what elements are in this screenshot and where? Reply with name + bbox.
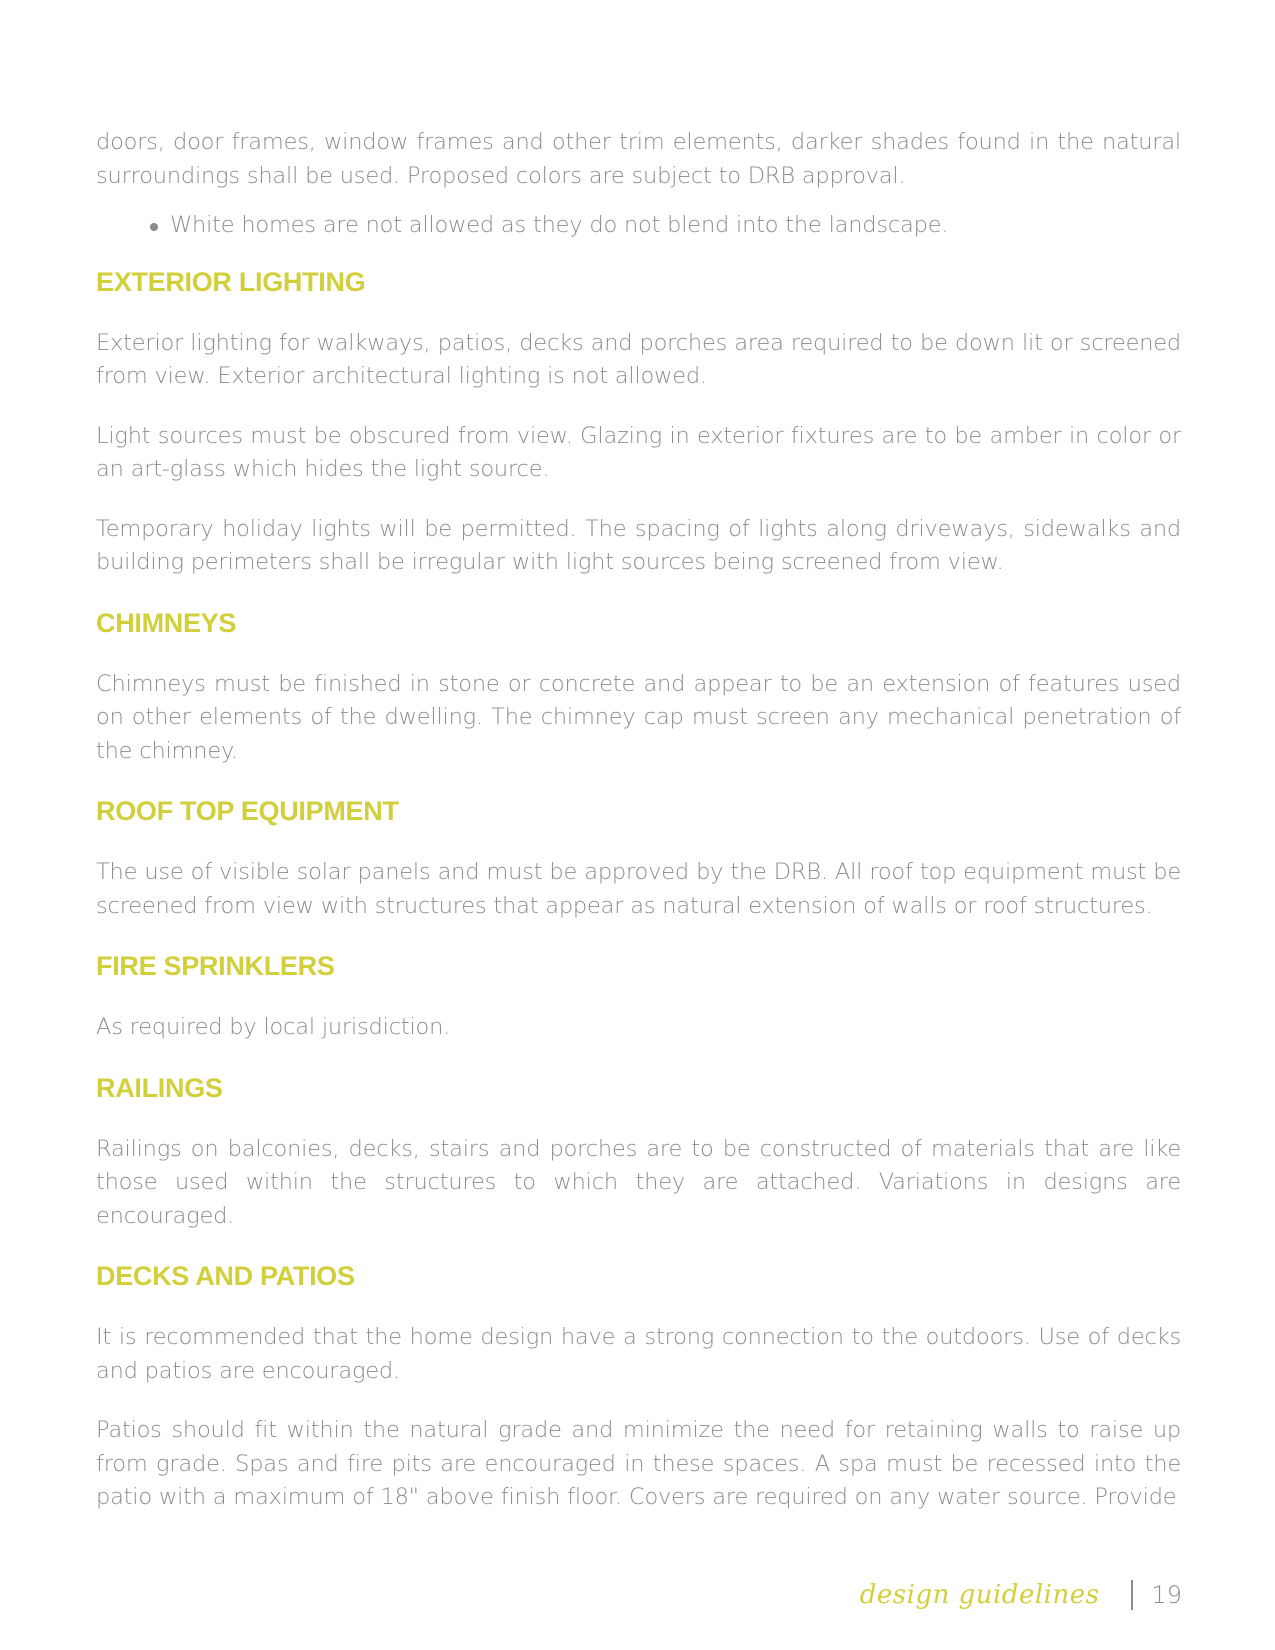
- page-number: 19: [1151, 1581, 1182, 1609]
- railings-paragraph: Railings on balconies, decks, stairs and porches are to be constructed of materials that are like those used within the structures to which they are attached. Variations in designs are encouraged.: [96, 1135, 1181, 1229]
- page-footer: [860, 1570, 1182, 1620]
- bullet-item: [150, 209, 1181, 243]
- footer-brand-script: design guidelines: [859, 1580, 1100, 1610]
- section-heading-decks-and-patios: DECKS AND PATIOS: [96, 1261, 355, 1291]
- section-heading-exterior-lighting: EXTERIOR LIGHTING: [96, 266, 366, 297]
- bullet-dot-icon: [150, 223, 158, 231]
- decks-and-patios-paragraph: It is recommended that the home design have a strong connection to the outdoors. Use of decks and patios are encouraged.: [96, 1324, 1181, 1384]
- decks-and-patios-paragraph: Patios should fit within the natural grade and minimize the need for retaining walls to raise up from grade. Spas and fire pits are encouraged in these spaces. A spa must be recessed into the patio with a maximum of 18" above finish floor. Covers are required on any water source. Provide: [96, 1417, 1181, 1510]
- exterior-lighting-paragraph: Exterior lighting for walkways, patios, decks and porches area required to be down lit or screened from view. Exterior architectural lighting is not allowed.: [96, 329, 1181, 389]
- bullet-item-text: White homes are not allowed as they do not blend into the landscape.: [170, 212, 949, 238]
- footer-divider: [1131, 1580, 1133, 1610]
- section-heading-roof-top-equipment: ROOF TOP EQUIPMENT: [96, 796, 399, 826]
- fire-sprinklers-paragraph: As required by local jurisdiction.: [96, 1014, 451, 1040]
- exterior-lighting-paragraph: Light sources must be obscured from view. Glazing in exterior fixtures are to be amber in color or an art-glass which hides the light source.: [96, 422, 1181, 482]
- intro-bullet-list: [150, 209, 1181, 243]
- section-heading-railings: RAILINGS: [96, 1072, 223, 1103]
- page-content: [96, 126, 1181, 1541]
- section-heading-chimneys: CHIMNEYS: [96, 607, 237, 638]
- roof-top-equipment-paragraph: The use of visible solar panels and must be approved by the DRB. All roof top equipment must be screened from view with structures that appear as natural extension of walls or roof structures.: [96, 859, 1181, 919]
- section-heading-fire-sprinklers: FIRE SPRINKLERS: [96, 951, 335, 981]
- chimneys-paragraph: Chimneys must be finished in stone or concrete and appear to be an extension of features used on other elements of the dwelling. The chimney cap must screen any mechanical penetration of the chimney.: [96, 670, 1181, 764]
- intro-paragraph: doors, door frames, window frames and other trim elements, darker shades found in the natural surroundings shall be used. Proposed colors are subject to DRB approval.: [96, 129, 1181, 189]
- exterior-lighting-paragraph: Temporary holiday lights will be permitted. The spacing of lights along driveways, sidewalks and building perimeters shall be irregular with light sources being screened from view.: [96, 515, 1181, 575]
